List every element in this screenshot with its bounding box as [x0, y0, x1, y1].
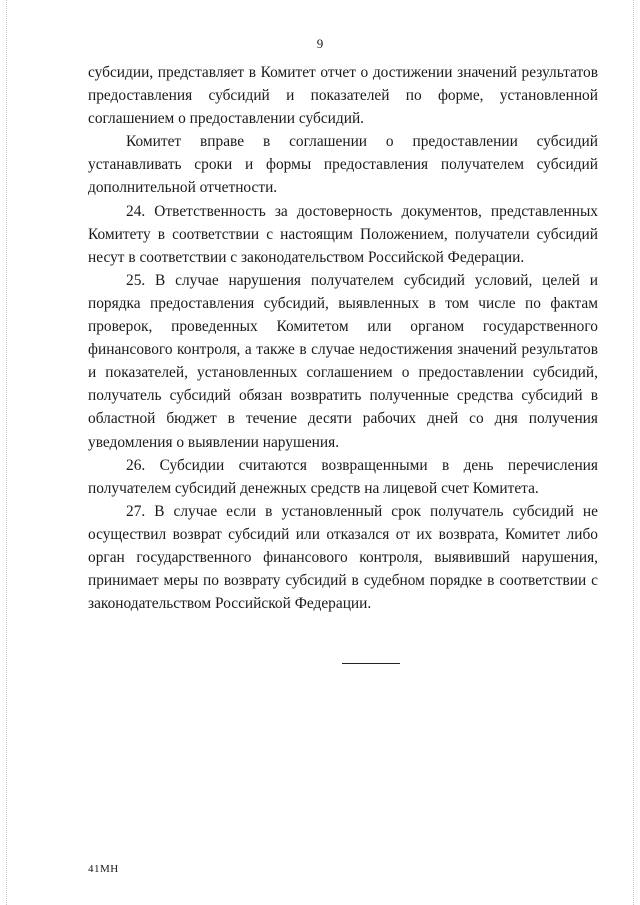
footer-document-code: 41МН — [88, 863, 119, 875]
paragraph-24: 24. Ответственность за достоверность документов, представленных Комитету в соответствии с настоящим Положением, получатели субсидий несут в соответствии с законодательством Российской Федерации. — [88, 202, 598, 266]
document-body — [88, 61, 598, 615]
paragraph-25: 25. В случае нарушения получателем субсидий условий, целей и порядка предоставления субсидий, выявленных в том числе по фактам проверок, проведенных Комитетом или органом государственного финансового контроля, а также в случае недостижения значений результатов и показателей, установленных соглашением о предоставлении субсидий, получатель субсидий обязан возвратить полученные средства субсидий в областной бюджет в течение десяти рабочих дней со дня получения уведомления о выявлении нарушения. — [88, 271, 598, 451]
scan-edge-right — [633, 0, 634, 905]
scan-edge-left — [6, 0, 7, 905]
paragraph-27: 27. В случае если в установленный срок получатель субсидий не осуществил возврат субсидий или отказался от их возврата, Комитет либо орган государственного финансового контроля, выявивший нарушения, принимает меры по возврату субсидий в судебном порядке в соответствии с законодательством Российской Федерации. — [88, 502, 598, 613]
paragraph-committee-rights: Комитет вправе в соглашении о предоставлении субсидий устанавливать сроки и формы предоставления получателем субсидий дополнительной отчетности. — [88, 133, 598, 197]
page-number: 9 — [316, 36, 324, 51]
paragraph-26: 26. Субсидии считаются возвращенными в день перечисления получателем субсидий денежных средств на лицевой счет Комитета. — [88, 456, 598, 497]
paragraph-continuation: субсидии, представляет в Комитет отчет о достижении значений результатов предоставления субсидий и показателей по форме, установленной соглашением о предоставлении субсидий. — [88, 64, 598, 128]
end-separator-line — [342, 663, 400, 664]
